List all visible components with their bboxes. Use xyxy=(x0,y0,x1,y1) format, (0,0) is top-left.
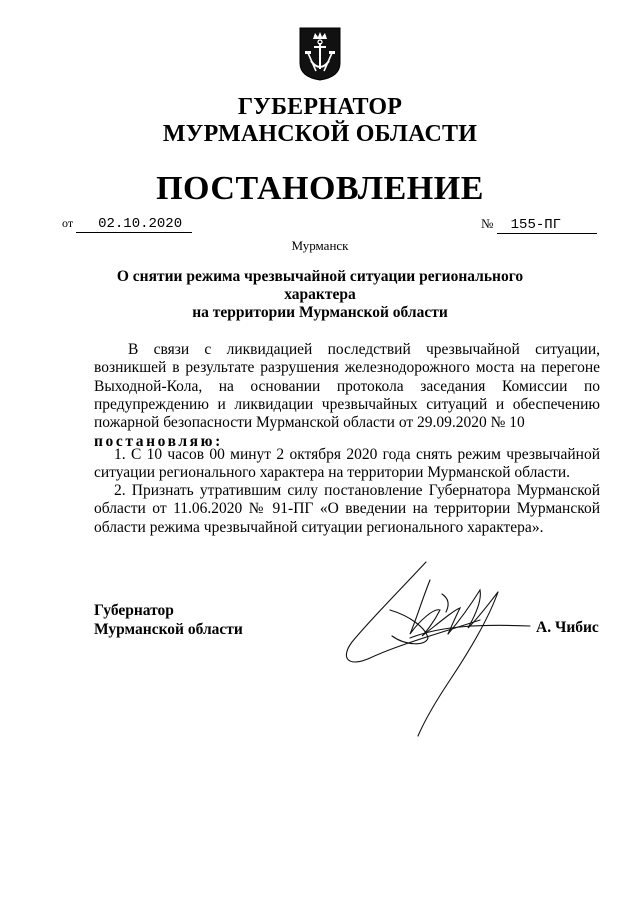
resolution-keyword-text: постановляю: xyxy=(94,433,223,450)
subject-line2: на территории Мурманской области xyxy=(192,304,448,321)
coat-of-arms-icon xyxy=(299,27,341,81)
item-2: 2. Признать утратившим силу постановление Губернатора Мурманской области от 11.06.2020 № 91-ПГ «О введении на территории Мурманской области режима чрезвычайной ситуации регионального характера». xyxy=(94,482,600,536)
signatory-name: А. Чибис xyxy=(536,619,599,636)
signatory-title-line2: Мурманской области xyxy=(94,621,243,638)
issuer-title-line2: МУРМАНСКОЙ ОБЛАСТИ xyxy=(162,121,478,147)
number-value: 155-ПГ xyxy=(497,217,597,234)
subject-line1: О снятии режима чрезвычайной ситуации регионального характера xyxy=(116,268,524,303)
date-label: от xyxy=(62,216,74,230)
city: Мурманск xyxy=(291,238,349,253)
document-subject xyxy=(90,268,550,322)
intro-paragraph: В связи с ликвидацией последствий чрезвычайной ситуации, возникшей в результате разрушения железнодорожного моста на перегоне Выходной-Кола, на основании протокола заседания Комиссии по предупреждению и ликвидации чрезвычайных ситуаций и обеспечению пожарной безопасности Мурманской области от 29.09.2020 № 10 xyxy=(94,341,600,432)
signatory-title xyxy=(94,601,243,639)
handwritten-signature xyxy=(330,550,540,750)
number-label: № xyxy=(481,216,494,231)
document-type: ПОСТАНОВЛЕНИЕ xyxy=(156,170,484,207)
item-1: 1. С 10 часов 00 минут 2 октября 2020 года снять режим чрезвычайной ситуации регионального характера на территории Мурманской области. xyxy=(94,446,600,482)
number-row xyxy=(481,216,597,234)
date-value: 02.10.2020 xyxy=(76,216,192,233)
signatory-title-line1: Губернатор xyxy=(94,602,174,619)
issuer-title-line1: ГУБЕРНАТОР xyxy=(237,94,403,120)
date-row xyxy=(62,216,192,233)
